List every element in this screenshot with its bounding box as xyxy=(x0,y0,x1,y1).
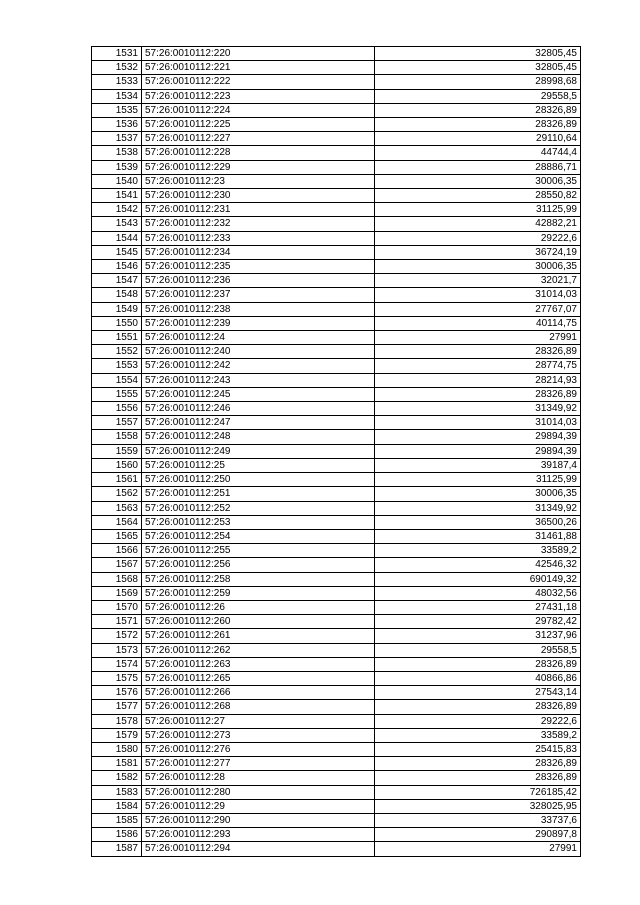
row-number-cell: 1532 xyxy=(92,61,142,75)
row-number-cell: 1559 xyxy=(92,444,142,458)
value-cell: 29782,42 xyxy=(375,615,581,629)
value-cell: 28326,89 xyxy=(375,700,581,714)
value-cell: 29894,39 xyxy=(375,444,581,458)
row-number-cell: 1543 xyxy=(92,217,142,231)
value-cell: 28998,68 xyxy=(375,75,581,89)
value-cell: 28886,71 xyxy=(375,160,581,174)
value-cell: 30006,35 xyxy=(375,487,581,501)
value-cell: 32021,7 xyxy=(375,274,581,288)
row-number-cell: 1554 xyxy=(92,373,142,387)
cadastral-number-cell: 57:26:0010112:294 xyxy=(142,842,375,856)
value-cell: 31125,99 xyxy=(375,203,581,217)
table-row xyxy=(92,629,581,643)
cadastral-number-cell: 57:26:0010112:237 xyxy=(142,288,375,302)
table-row xyxy=(92,714,581,728)
value-cell: 30006,35 xyxy=(375,260,581,274)
table-row xyxy=(92,160,581,174)
cadastral-number-cell: 57:26:0010112:29 xyxy=(142,799,375,813)
cadastral-number-cell: 57:26:0010112:236 xyxy=(142,274,375,288)
table-row xyxy=(92,430,581,444)
row-number-cell: 1537 xyxy=(92,132,142,146)
cadastral-number-cell: 57:26:0010112:233 xyxy=(142,231,375,245)
value-cell: 29110,64 xyxy=(375,132,581,146)
row-number-cell: 1568 xyxy=(92,572,142,586)
table-body xyxy=(92,47,581,857)
value-cell: 690149,32 xyxy=(375,572,581,586)
table-row xyxy=(92,643,581,657)
table-row xyxy=(92,799,581,813)
cadastral-number-cell: 57:26:0010112:26 xyxy=(142,600,375,614)
value-cell: 31237,96 xyxy=(375,629,581,643)
value-cell: 31349,92 xyxy=(375,402,581,416)
cadastral-number-cell: 57:26:0010112:239 xyxy=(142,316,375,330)
row-number-cell: 1557 xyxy=(92,416,142,430)
row-number-cell: 1542 xyxy=(92,203,142,217)
value-cell: 29222,6 xyxy=(375,231,581,245)
table-row xyxy=(92,260,581,274)
row-number-cell: 1548 xyxy=(92,288,142,302)
table-row xyxy=(92,487,581,501)
row-number-cell: 1547 xyxy=(92,274,142,288)
row-number-cell: 1576 xyxy=(92,686,142,700)
cadastral-number-cell: 57:26:0010112:249 xyxy=(142,444,375,458)
row-number-cell: 1549 xyxy=(92,302,142,316)
row-number-cell: 1572 xyxy=(92,629,142,643)
table-row xyxy=(92,345,581,359)
value-cell: 28214,93 xyxy=(375,373,581,387)
cadastral-number-cell: 57:26:0010112:224 xyxy=(142,103,375,117)
value-cell: 33737,6 xyxy=(375,813,581,827)
table-row xyxy=(92,231,581,245)
row-number-cell: 1583 xyxy=(92,785,142,799)
cadastral-number-cell: 57:26:0010112:268 xyxy=(142,700,375,714)
table-row xyxy=(92,529,581,543)
table-row xyxy=(92,473,581,487)
row-number-cell: 1580 xyxy=(92,742,142,756)
table-row xyxy=(92,75,581,89)
table-row xyxy=(92,89,581,103)
value-cell: 28326,89 xyxy=(375,757,581,771)
value-cell: 33589,2 xyxy=(375,544,581,558)
table-row xyxy=(92,174,581,188)
row-number-cell: 1556 xyxy=(92,402,142,416)
cadastral-number-cell: 57:26:0010112:220 xyxy=(142,47,375,61)
table-row xyxy=(92,558,581,572)
cadastral-number-cell: 57:26:0010112:262 xyxy=(142,643,375,657)
cadastral-number-cell: 57:26:0010112:253 xyxy=(142,515,375,529)
cadastral-number-cell: 57:26:0010112:280 xyxy=(142,785,375,799)
value-cell: 31349,92 xyxy=(375,501,581,515)
value-cell: 44744,4 xyxy=(375,146,581,160)
cadastral-number-cell: 57:26:0010112:261 xyxy=(142,629,375,643)
table-row xyxy=(92,828,581,842)
value-cell: 33589,2 xyxy=(375,728,581,742)
value-cell: 31014,03 xyxy=(375,416,581,430)
cadastral-number-cell: 57:26:0010112:260 xyxy=(142,615,375,629)
value-cell: 27431,18 xyxy=(375,600,581,614)
table-row xyxy=(92,103,581,117)
row-number-cell: 1565 xyxy=(92,529,142,543)
value-cell: 25415,83 xyxy=(375,742,581,756)
value-cell: 27991 xyxy=(375,331,581,345)
value-cell: 31014,03 xyxy=(375,288,581,302)
row-number-cell: 1551 xyxy=(92,331,142,345)
row-number-cell: 1587 xyxy=(92,842,142,856)
row-number-cell: 1555 xyxy=(92,387,142,401)
cadastral-number-cell: 57:26:0010112:276 xyxy=(142,742,375,756)
table-row xyxy=(92,615,581,629)
value-cell: 36724,19 xyxy=(375,245,581,259)
row-number-cell: 1540 xyxy=(92,174,142,188)
table-row xyxy=(92,572,581,586)
cadastral-number-cell: 57:26:0010112:255 xyxy=(142,544,375,558)
value-cell: 29894,39 xyxy=(375,430,581,444)
cadastral-number-cell: 57:26:0010112:23 xyxy=(142,174,375,188)
row-number-cell: 1570 xyxy=(92,600,142,614)
cadastral-number-cell: 57:26:0010112:248 xyxy=(142,430,375,444)
row-number-cell: 1562 xyxy=(92,487,142,501)
table-row xyxy=(92,600,581,614)
table-row xyxy=(92,274,581,288)
row-number-cell: 1577 xyxy=(92,700,142,714)
value-cell: 28774,75 xyxy=(375,359,581,373)
cadastral-number-cell: 57:26:0010112:242 xyxy=(142,359,375,373)
cadastral-number-cell: 57:26:0010112:266 xyxy=(142,686,375,700)
table-row xyxy=(92,146,581,160)
row-number-cell: 1544 xyxy=(92,231,142,245)
cadastral-number-cell: 57:26:0010112:252 xyxy=(142,501,375,515)
value-cell: 31461,88 xyxy=(375,529,581,543)
value-cell: 29222,6 xyxy=(375,714,581,728)
value-cell: 42546,32 xyxy=(375,558,581,572)
cadastral-number-cell: 57:26:0010112:240 xyxy=(142,345,375,359)
row-number-cell: 1575 xyxy=(92,671,142,685)
value-cell: 328025,95 xyxy=(375,799,581,813)
value-cell: 48032,56 xyxy=(375,586,581,600)
cadastral-number-cell: 57:26:0010112:277 xyxy=(142,757,375,771)
table-row xyxy=(92,203,581,217)
row-number-cell: 1582 xyxy=(92,771,142,785)
cadastral-value-table xyxy=(91,46,581,857)
table-row xyxy=(92,785,581,799)
cadastral-number-cell: 57:26:0010112:235 xyxy=(142,260,375,274)
value-cell: 28326,89 xyxy=(375,771,581,785)
value-cell: 42882,21 xyxy=(375,217,581,231)
value-cell: 27543,14 xyxy=(375,686,581,700)
table-row xyxy=(92,586,581,600)
row-number-cell: 1563 xyxy=(92,501,142,515)
table-row xyxy=(92,359,581,373)
table-row xyxy=(92,245,581,259)
table-row xyxy=(92,118,581,132)
cadastral-number-cell: 57:26:0010112:231 xyxy=(142,203,375,217)
table-row xyxy=(92,288,581,302)
row-number-cell: 1561 xyxy=(92,473,142,487)
table-row xyxy=(92,842,581,856)
table-row xyxy=(92,331,581,345)
value-cell: 28326,89 xyxy=(375,387,581,401)
cadastral-number-cell: 57:26:0010112:258 xyxy=(142,572,375,586)
table-row xyxy=(92,813,581,827)
value-cell: 36500,26 xyxy=(375,515,581,529)
cadastral-number-cell: 57:26:0010112:254 xyxy=(142,529,375,543)
cadastral-number-cell: 57:26:0010112:223 xyxy=(142,89,375,103)
table-row xyxy=(92,444,581,458)
table-row xyxy=(92,686,581,700)
cadastral-number-cell: 57:26:0010112:225 xyxy=(142,118,375,132)
cadastral-number-cell: 57:26:0010112:243 xyxy=(142,373,375,387)
cadastral-number-cell: 57:26:0010112:232 xyxy=(142,217,375,231)
value-cell: 290897,8 xyxy=(375,828,581,842)
cadastral-number-cell: 57:26:0010112:273 xyxy=(142,728,375,742)
value-cell: 28550,82 xyxy=(375,189,581,203)
value-cell: 39187,4 xyxy=(375,458,581,472)
table-row xyxy=(92,316,581,330)
row-number-cell: 1546 xyxy=(92,260,142,274)
table-row xyxy=(92,132,581,146)
cadastral-number-cell: 57:26:0010112:24 xyxy=(142,331,375,345)
row-number-cell: 1585 xyxy=(92,813,142,827)
row-number-cell: 1545 xyxy=(92,245,142,259)
cadastral-number-cell: 57:26:0010112:25 xyxy=(142,458,375,472)
cadastral-number-cell: 57:26:0010112:234 xyxy=(142,245,375,259)
cadastral-number-cell: 57:26:0010112:247 xyxy=(142,416,375,430)
table-row xyxy=(92,742,581,756)
table-row xyxy=(92,189,581,203)
cadastral-number-cell: 57:26:0010112:229 xyxy=(142,160,375,174)
row-number-cell: 1566 xyxy=(92,544,142,558)
cadastral-number-cell: 57:26:0010112:27 xyxy=(142,714,375,728)
row-number-cell: 1539 xyxy=(92,160,142,174)
cadastral-number-cell: 57:26:0010112:290 xyxy=(142,813,375,827)
cadastral-number-cell: 57:26:0010112:293 xyxy=(142,828,375,842)
table-row xyxy=(92,387,581,401)
value-cell: 32805,45 xyxy=(375,61,581,75)
table-row xyxy=(92,671,581,685)
row-number-cell: 1558 xyxy=(92,430,142,444)
row-number-cell: 1531 xyxy=(92,47,142,61)
value-cell: 30006,35 xyxy=(375,174,581,188)
row-number-cell: 1584 xyxy=(92,799,142,813)
cadastral-number-cell: 57:26:0010112:230 xyxy=(142,189,375,203)
table-row xyxy=(92,501,581,515)
table-row xyxy=(92,47,581,61)
value-cell: 29558,5 xyxy=(375,643,581,657)
row-number-cell: 1535 xyxy=(92,103,142,117)
cadastral-number-cell: 57:26:0010112:227 xyxy=(142,132,375,146)
cadastral-number-cell: 57:26:0010112:259 xyxy=(142,586,375,600)
value-cell: 40866,86 xyxy=(375,671,581,685)
row-number-cell: 1571 xyxy=(92,615,142,629)
value-cell: 726185,42 xyxy=(375,785,581,799)
row-number-cell: 1560 xyxy=(92,458,142,472)
document-page xyxy=(91,46,581,857)
table-row xyxy=(92,458,581,472)
value-cell: 28326,89 xyxy=(375,103,581,117)
table-row xyxy=(92,217,581,231)
cadastral-number-cell: 57:26:0010112:222 xyxy=(142,75,375,89)
cadastral-number-cell: 57:26:0010112:250 xyxy=(142,473,375,487)
table-row xyxy=(92,515,581,529)
table-row xyxy=(92,700,581,714)
table-row xyxy=(92,657,581,671)
cadastral-number-cell: 57:26:0010112:28 xyxy=(142,771,375,785)
cadastral-number-cell: 57:26:0010112:246 xyxy=(142,402,375,416)
row-number-cell: 1541 xyxy=(92,189,142,203)
table-row xyxy=(92,302,581,316)
table-row xyxy=(92,771,581,785)
table-row xyxy=(92,757,581,771)
cadastral-number-cell: 57:26:0010112:263 xyxy=(142,657,375,671)
table-row xyxy=(92,416,581,430)
table-row xyxy=(92,544,581,558)
table-row xyxy=(92,728,581,742)
row-number-cell: 1569 xyxy=(92,586,142,600)
table-row xyxy=(92,373,581,387)
row-number-cell: 1586 xyxy=(92,828,142,842)
cadastral-number-cell: 57:26:0010112:245 xyxy=(142,387,375,401)
row-number-cell: 1536 xyxy=(92,118,142,132)
value-cell: 28326,89 xyxy=(375,118,581,132)
value-cell: 28326,89 xyxy=(375,345,581,359)
value-cell: 27991 xyxy=(375,842,581,856)
row-number-cell: 1550 xyxy=(92,316,142,330)
cadastral-number-cell: 57:26:0010112:265 xyxy=(142,671,375,685)
row-number-cell: 1552 xyxy=(92,345,142,359)
row-number-cell: 1533 xyxy=(92,75,142,89)
row-number-cell: 1578 xyxy=(92,714,142,728)
row-number-cell: 1574 xyxy=(92,657,142,671)
row-number-cell: 1579 xyxy=(92,728,142,742)
value-cell: 27767,07 xyxy=(375,302,581,316)
value-cell: 32805,45 xyxy=(375,47,581,61)
cadastral-number-cell: 57:26:0010112:251 xyxy=(142,487,375,501)
row-number-cell: 1567 xyxy=(92,558,142,572)
table-row xyxy=(92,61,581,75)
row-number-cell: 1534 xyxy=(92,89,142,103)
table-row xyxy=(92,402,581,416)
cadastral-number-cell: 57:26:0010112:221 xyxy=(142,61,375,75)
value-cell: 40114,75 xyxy=(375,316,581,330)
row-number-cell: 1553 xyxy=(92,359,142,373)
cadastral-number-cell: 57:26:0010112:228 xyxy=(142,146,375,160)
row-number-cell: 1564 xyxy=(92,515,142,529)
value-cell: 31125,99 xyxy=(375,473,581,487)
value-cell: 28326,89 xyxy=(375,657,581,671)
value-cell: 29558,5 xyxy=(375,89,581,103)
row-number-cell: 1573 xyxy=(92,643,142,657)
cadastral-number-cell: 57:26:0010112:238 xyxy=(142,302,375,316)
cadastral-number-cell: 57:26:0010112:256 xyxy=(142,558,375,572)
row-number-cell: 1581 xyxy=(92,757,142,771)
row-number-cell: 1538 xyxy=(92,146,142,160)
